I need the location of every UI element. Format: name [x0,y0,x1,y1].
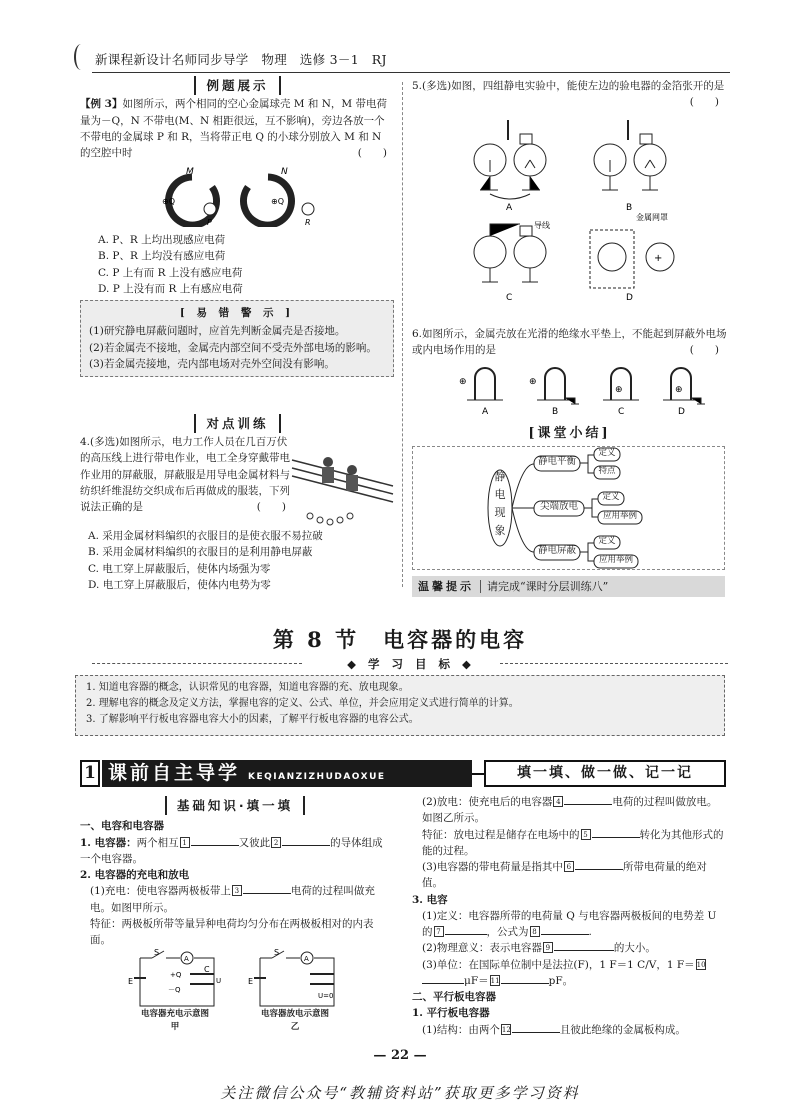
capacitance-meaning: (2)物理意义：表示电容器 9 的大小。 [422,942,656,955]
discharge-feature: 特征：放电过程是储存在电场中的 5 转化为其他形式的能的过程。 [422,828,724,857]
practice-title: 对点训练 [194,414,280,433]
label-E: E [128,977,134,986]
svg-text:⊕: ⊕ [529,377,537,387]
summary-leaf-1: 定义 [598,448,616,458]
label-E2: E [248,977,254,986]
summary-leaf-6: 应用举例 [598,555,633,565]
question6 [412,326,727,359]
objectives-title: ◆ 学 习 目 标 ◆ [347,657,475,671]
blank-5: 5 [581,829,591,840]
pp-label: 1. 平行板电容器 [412,1007,490,1020]
option-b: B. P、R 上均没有感应电荷 [98,250,226,263]
q5-label-d: D [626,293,633,302]
blank-10-line[interactable] [422,974,464,984]
banner-pinyin: KEQIANZIZHUDAOXUE [248,772,386,782]
discharge-text: (2)放电：使充电后的电容器 4 电荷的过程叫做放电。如图乙所示。 [422,796,718,825]
label-Q1: ⊕Q [162,197,175,206]
page-number: — 22 — [373,1048,427,1063]
blank-8: 8 [530,926,540,937]
blank-9-line[interactable] [554,941,614,951]
insulators [307,513,353,525]
banner-right: 填一填、做一做、记一记 [484,760,726,787]
tip-bar [412,576,725,597]
q4-option-c: C. 电工穿上屏蔽服后，使体内场强为零 [88,562,271,575]
left-column [80,76,395,161]
blank-7-line[interactable] [445,925,487,935]
charge-feature: 特征：两极板所带等量异种电荷均匀分布在两极板相对的内表面。 [90,917,374,947]
worker-2 [346,465,358,491]
svg-text:⊕: ⊕ [615,385,623,395]
option-d: D. P 上没有而 R 上有感应电荷 [98,282,243,295]
setup-b [594,120,666,213]
banner-number: 1 [80,760,100,787]
blank-2: 2 [271,837,281,848]
q5-answer: ( ) [689,96,719,109]
blank-12-line[interactable] [512,1023,560,1033]
worker-1 [322,457,334,483]
label-U0: U=0 [318,992,334,1000]
q5-wire-label: 导线 [534,221,550,230]
item1: 1. 电容器：两个相互 1 又彼此 2 的导体组成一个电容器。 [80,836,383,865]
shell-N [243,177,291,225]
shell-a [459,368,503,417]
example3-options [98,232,388,297]
blank-10: 10 [696,960,706,969]
blank-11-line[interactable] [501,974,549,984]
q4-text: 4.(多选)如图所示，电力工作人员在几百万伏的高压线上进行带电作业，电工全身穿戴带电作业用的屏蔽服，屏蔽服是用导电金属材料与纺织纤维混纺交织成布后再做成的服装，下列说法正确的是 [80,436,290,514]
charging-circuit [120,948,230,1008]
label-S: S [154,948,160,957]
label-S2: S [274,948,280,957]
label-C: C [204,965,210,974]
svg-text:+: + [654,253,663,264]
item3: 3. 电容 [412,893,448,906]
blank-12: 12 [501,1025,511,1034]
label-N: N [281,167,288,177]
objective-1: 1. 知道电容器的概念，认识常见的电容器，知道电容器的充、放电现象。 [86,682,409,693]
q5-label-b: B [626,203,633,213]
blank-1: 1 [180,837,190,848]
blank-11: 11 [490,976,500,985]
blank-6-line[interactable] [575,860,623,870]
blank-4: 4 [553,796,563,807]
label-Q2: ⊕Q [271,197,284,206]
label-minusQ: －Q [168,986,181,994]
q6-answer: ( ) [689,344,719,357]
option-a: A. P、R 上均出现感应电荷 [98,234,226,246]
blank-5-line[interactable] [592,828,640,838]
item2: 2. 电容器的充电和放电 [80,869,190,882]
blank-1-line[interactable] [191,836,239,846]
q4-option-a: A. 采用金属材料编织的衣服目的是使衣服不易拉破 [88,530,323,542]
label-A2: A [304,955,309,963]
blank-2-line[interactable] [282,836,330,846]
fig1-caption: 电容器充电示意图 甲 [140,1009,209,1033]
summary-leaf-2: 特点 [598,466,616,476]
q6-text: 6.如图所示，金属壳放在光滑的绝缘水平垫上，不能起到屏蔽外电场或内电场作用的是 [412,328,727,357]
capacitance-def: (1)定义：电容器所带的电荷量 Q 与电容器两极板间的电势差 U 的 7 ，公式为 8 . [422,909,717,939]
pp-structure: (1)结构：由两个 12 且彼此绝缘的金属板构成。 [422,1023,686,1036]
fig2-caption: 电容器放电示意图 乙 [260,1009,329,1033]
label-R: R [305,218,311,227]
blank-4-line[interactable] [564,795,612,805]
warning-item-1: (1)研究静电屏蔽问题时，应首先判断金属壳是否接地。 [89,325,346,338]
tip-text: 请完成“课时分层训练八” [487,580,609,593]
example3-label: 【例 3】 [80,98,123,111]
q5-label-c: C [506,293,513,302]
electroscope-figure [440,112,680,302]
label-A: A [184,955,189,963]
question4 [80,434,290,515]
q5-label-a: A [506,203,513,213]
banner-main: 课前自主导学 KEQIANZIZHUDAOXUE [102,760,472,787]
example3-answer: ( ) [357,147,387,160]
shell-b [529,368,579,417]
q5-cage-label: 金属网罩 [636,213,668,222]
blank-6: 6 [564,861,574,872]
column-divider [402,82,403,587]
practice-header [80,414,395,433]
warning-item-3: (3)若金属壳接地，壳内部电场对壳外空间没有影响。 [89,357,335,370]
objective-2: 2. 理解电容的概念及定义方法，掌握电容的定义、公式、单位，并会应用定义式进行简单的计算。 [86,698,519,710]
q6-label-a: A [482,407,489,417]
summary-leaf-3: 定义 [602,492,620,502]
setup-a [474,120,546,213]
sphere-P [204,203,216,215]
q4-option-d: D. 电工穿上屏蔽服后，使体内电势为零 [88,578,271,591]
summary-node-3: 静电屏蔽 [537,545,576,556]
discharging-circuit [240,948,350,1008]
charge-amount: (3)电容器的带电荷量是指其中 6 所带电荷量的绝对值。 [422,861,707,890]
header-rule [92,72,730,73]
q4-options [88,528,393,593]
q6-label-b: B [552,407,559,417]
footer-note: 关注微信公众号“教辅资料站”获取更多学习资料 [220,1084,580,1102]
setup-c [474,220,550,302]
warning-box [80,300,394,377]
label-plusQ: +Q [170,971,182,979]
q6-label-c: C [618,407,625,417]
summary-root: 静电现象 [494,470,506,537]
tip-label: 温馨提示 [418,580,481,593]
example3-text: 如图所示，两个相同的空心金属球壳 M 和 N，M 带电荷量为－Q，N 不带电(M、N 相距很远，互不影响)，旁边各放一个不带电的金属球 P 和 R，当将带正电 Q 的小球分别放入 M 和 N 的空腔中时 [80,98,388,160]
banner-connector [472,773,484,775]
chapter-banner [80,760,726,787]
q4-answer: ( ) [256,501,286,514]
header-ornament [74,44,88,70]
shell-d [663,368,705,417]
blank-7: 7 [434,926,444,937]
page-header: 新课程新设计名师同步导学 物理 选修 3－1 RJ [95,52,387,67]
charge-text: (1)充电：使电容器两极板带上 3 电荷的过程叫做充电。如图甲所示。 [90,885,375,914]
summary-leaf-4: 应用举例 [602,511,637,521]
heading-capacitor: 一、电容和电容器 [80,820,164,833]
objectives-box [75,675,725,736]
q6-label-d: D [678,407,685,417]
summary-node-1: 静电平衡 [537,456,576,467]
capacitance-unit: (3)单位：在国际单位制中是法拉(F)，1 F＝1 C/V，1 F＝ 10μF＝ 11 pF。 [422,958,706,987]
preview-right [412,794,726,1038]
summary-node-2: 尖端放电 [539,501,578,512]
preview-left [80,796,390,949]
warning-title: [ 易 错 警 示 ] [179,307,295,319]
svg-text:⊕: ⊕ [675,385,683,395]
blank-8-line[interactable] [541,925,589,935]
warning-item-2: (2)若金属壳不接地，金属壳内部空间不受壳外部电场的影响。 [89,341,377,354]
label-P: P [207,218,212,227]
summary-leaf-5: 定义 [598,536,616,546]
summary-title: [课堂小结] [528,426,611,441]
shell-grounding-figure [445,362,715,417]
section-title: 第 8 节 电容器的电容 [272,627,528,652]
blank-3-line[interactable] [243,884,291,894]
objective-3: 3. 了解影响平行板电容器电容大小的因素，了解平行板电容器的电容公式。 [86,714,419,726]
shell-c [603,368,639,417]
label-M: M [186,167,194,177]
shell-figure [140,165,340,227]
question5 [412,78,727,111]
sphere-R [302,203,314,215]
powerline-figure [290,440,395,530]
blank-3: 3 [232,885,242,896]
label-U: U [216,977,222,985]
q5-text: 5.(多选)如图，四组静电实验中，能使左边的验电器的金箔张开的是 [412,80,725,92]
option-c: C. P 上有而 R 上没有感应电荷 [98,266,243,279]
setup-d [590,212,674,302]
heading-parallel-plate: 二、平行板电容器 [412,991,496,1004]
example3 [80,96,395,161]
example-title: 例题展示 [194,76,280,95]
basics-title: 基础知识·填一填 [165,796,305,815]
blank-9: 9 [543,942,553,953]
svg-text:⊕: ⊕ [459,377,467,387]
q4-option-b: B. 采用金属材料编织的衣服目的是利用静电屏蔽 [88,546,313,559]
